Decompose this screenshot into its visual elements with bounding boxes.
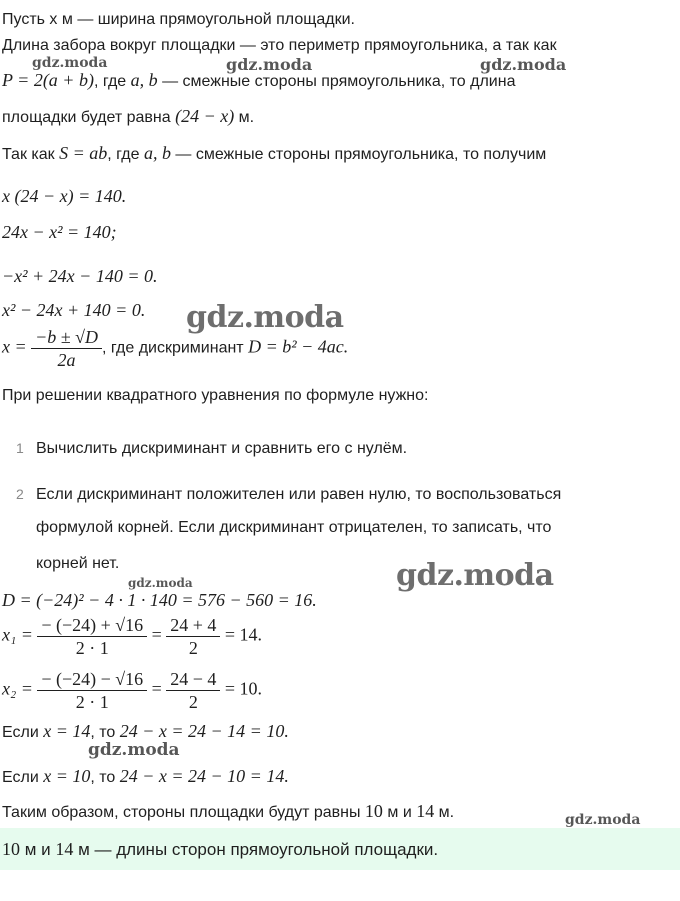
math: 24 − x = 24 − 14 = 10. bbox=[119, 721, 289, 741]
watermark: gdz.moda bbox=[128, 576, 193, 590]
math: (24 − x) bbox=[175, 106, 235, 126]
list-marker-2: 2 bbox=[16, 486, 24, 502]
root-x1-line bbox=[2, 614, 262, 659]
equation-1: x (24 − x) = 140. bbox=[2, 186, 127, 206]
text: , где дискриминант bbox=[102, 339, 249, 357]
text: Таким образом, стороны площадки будут равны bbox=[2, 804, 365, 821]
if-line-2 bbox=[2, 764, 289, 790]
watermark: gdz.moda bbox=[88, 740, 180, 760]
line-2: Длина забора вокруг площадки — это периметр прямоугольника, а так как bbox=[2, 37, 557, 54]
line-5 bbox=[2, 141, 546, 167]
text: м — длины сторон прямоугольной площадки. bbox=[73, 840, 439, 859]
list-item-2-line-2: формулой корней. Если дискриминант отрицателен, то записать, что bbox=[36, 519, 552, 536]
math: x₁ = bbox=[2, 624, 33, 645]
fraction-denominator: 2 · 1 bbox=[75, 638, 109, 658]
list-item-2-line-1: Если дискриминант положителен или равен нулю, то воспользоваться bbox=[36, 486, 562, 503]
list-marker-1: 1 bbox=[16, 440, 24, 456]
text: Так как bbox=[2, 146, 60, 163]
math: x₂ = bbox=[2, 678, 33, 699]
watermark: gdz.moda bbox=[396, 558, 554, 593]
text: м и bbox=[20, 840, 56, 859]
list-item-2-line-3: корней нет. bbox=[36, 555, 120, 572]
fraction-numerator: − (−24) − √16 bbox=[37, 668, 147, 691]
math: x = bbox=[2, 336, 27, 357]
math: x = 14 bbox=[43, 721, 91, 741]
text: Если bbox=[2, 724, 44, 741]
text: м и bbox=[382, 804, 417, 821]
line-1: Пусть x м — ширина прямоугольной площадки. bbox=[2, 11, 355, 28]
math: = 14. bbox=[224, 624, 263, 645]
x1-fraction-2 bbox=[166, 614, 220, 659]
math: = bbox=[151, 624, 162, 645]
math: 14 bbox=[55, 839, 74, 859]
math: a, b bbox=[143, 143, 171, 163]
equation-3: −x² + 24x − 140 = 0. bbox=[2, 266, 158, 286]
math: 10 bbox=[364, 801, 383, 821]
text: Если bbox=[2, 769, 44, 786]
watermark: gdz.moda bbox=[565, 812, 641, 828]
math: 24 − x = 24 − 10 = 14. bbox=[119, 766, 289, 786]
discriminant-formula: D = b² − 4ac. bbox=[248, 336, 349, 357]
fraction-denominator: 2 · 1 bbox=[75, 692, 109, 712]
text: м. bbox=[434, 804, 455, 821]
fraction-numerator: 24 + 4 bbox=[166, 614, 220, 637]
discriminant-calc: D = (−24)² − 4 · 1 · 140 = 576 − 560 = 16. bbox=[2, 590, 317, 610]
fraction-denominator: 2 bbox=[188, 692, 198, 712]
equation-2: 24x − x² = 140; bbox=[2, 222, 117, 242]
equation-4: x² − 24x + 140 = 0. bbox=[2, 300, 146, 320]
fraction-numerator: − (−24) + √16 bbox=[37, 614, 147, 637]
list-item-1: Вычислить дискриминант и сравнить его с нулём. bbox=[36, 440, 408, 457]
watermark: gdz.moda bbox=[186, 300, 344, 335]
text: , то bbox=[90, 724, 120, 741]
fraction-numerator: 24 − 4 bbox=[166, 668, 220, 691]
watermark: gdz.moda bbox=[226, 55, 313, 74]
text: площадки будет равна bbox=[2, 109, 176, 126]
conclusion-line bbox=[2, 799, 454, 825]
fraction-denominator: 2a bbox=[57, 350, 76, 370]
math: = bbox=[151, 678, 162, 699]
fraction-numerator: −b ± √D bbox=[31, 326, 102, 349]
x2-fraction-2 bbox=[166, 668, 220, 713]
root-x2-line bbox=[2, 668, 262, 713]
fraction-denominator: 2 bbox=[188, 638, 198, 658]
text: м. bbox=[234, 109, 255, 126]
line-6: При решении квадратного уравнения по формуле нужно: bbox=[2, 387, 429, 404]
text: — смежные стороны прямоугольника, то получим bbox=[170, 146, 547, 163]
x2-fraction-1 bbox=[37, 668, 147, 713]
math: x = 10 bbox=[43, 766, 91, 786]
math: S = ab bbox=[59, 143, 108, 163]
watermark: gdz.moda bbox=[32, 55, 108, 71]
text: , где bbox=[93, 73, 131, 90]
math: 10 bbox=[2, 839, 20, 859]
math: 14 bbox=[416, 801, 435, 821]
watermark: gdz.moda bbox=[480, 55, 567, 74]
line-4 bbox=[2, 104, 254, 130]
text: — смежные стороны прямоугольника, то длина bbox=[157, 73, 516, 90]
text: , где bbox=[107, 146, 144, 163]
math: = 10. bbox=[224, 678, 263, 699]
perimeter-formula: P = 2(a + b) bbox=[2, 70, 94, 90]
answer-line bbox=[2, 837, 438, 862]
text: , то bbox=[90, 769, 120, 786]
quadratic-fraction bbox=[31, 326, 102, 371]
x1-fraction-1 bbox=[37, 614, 147, 659]
math: a, b bbox=[130, 70, 158, 90]
